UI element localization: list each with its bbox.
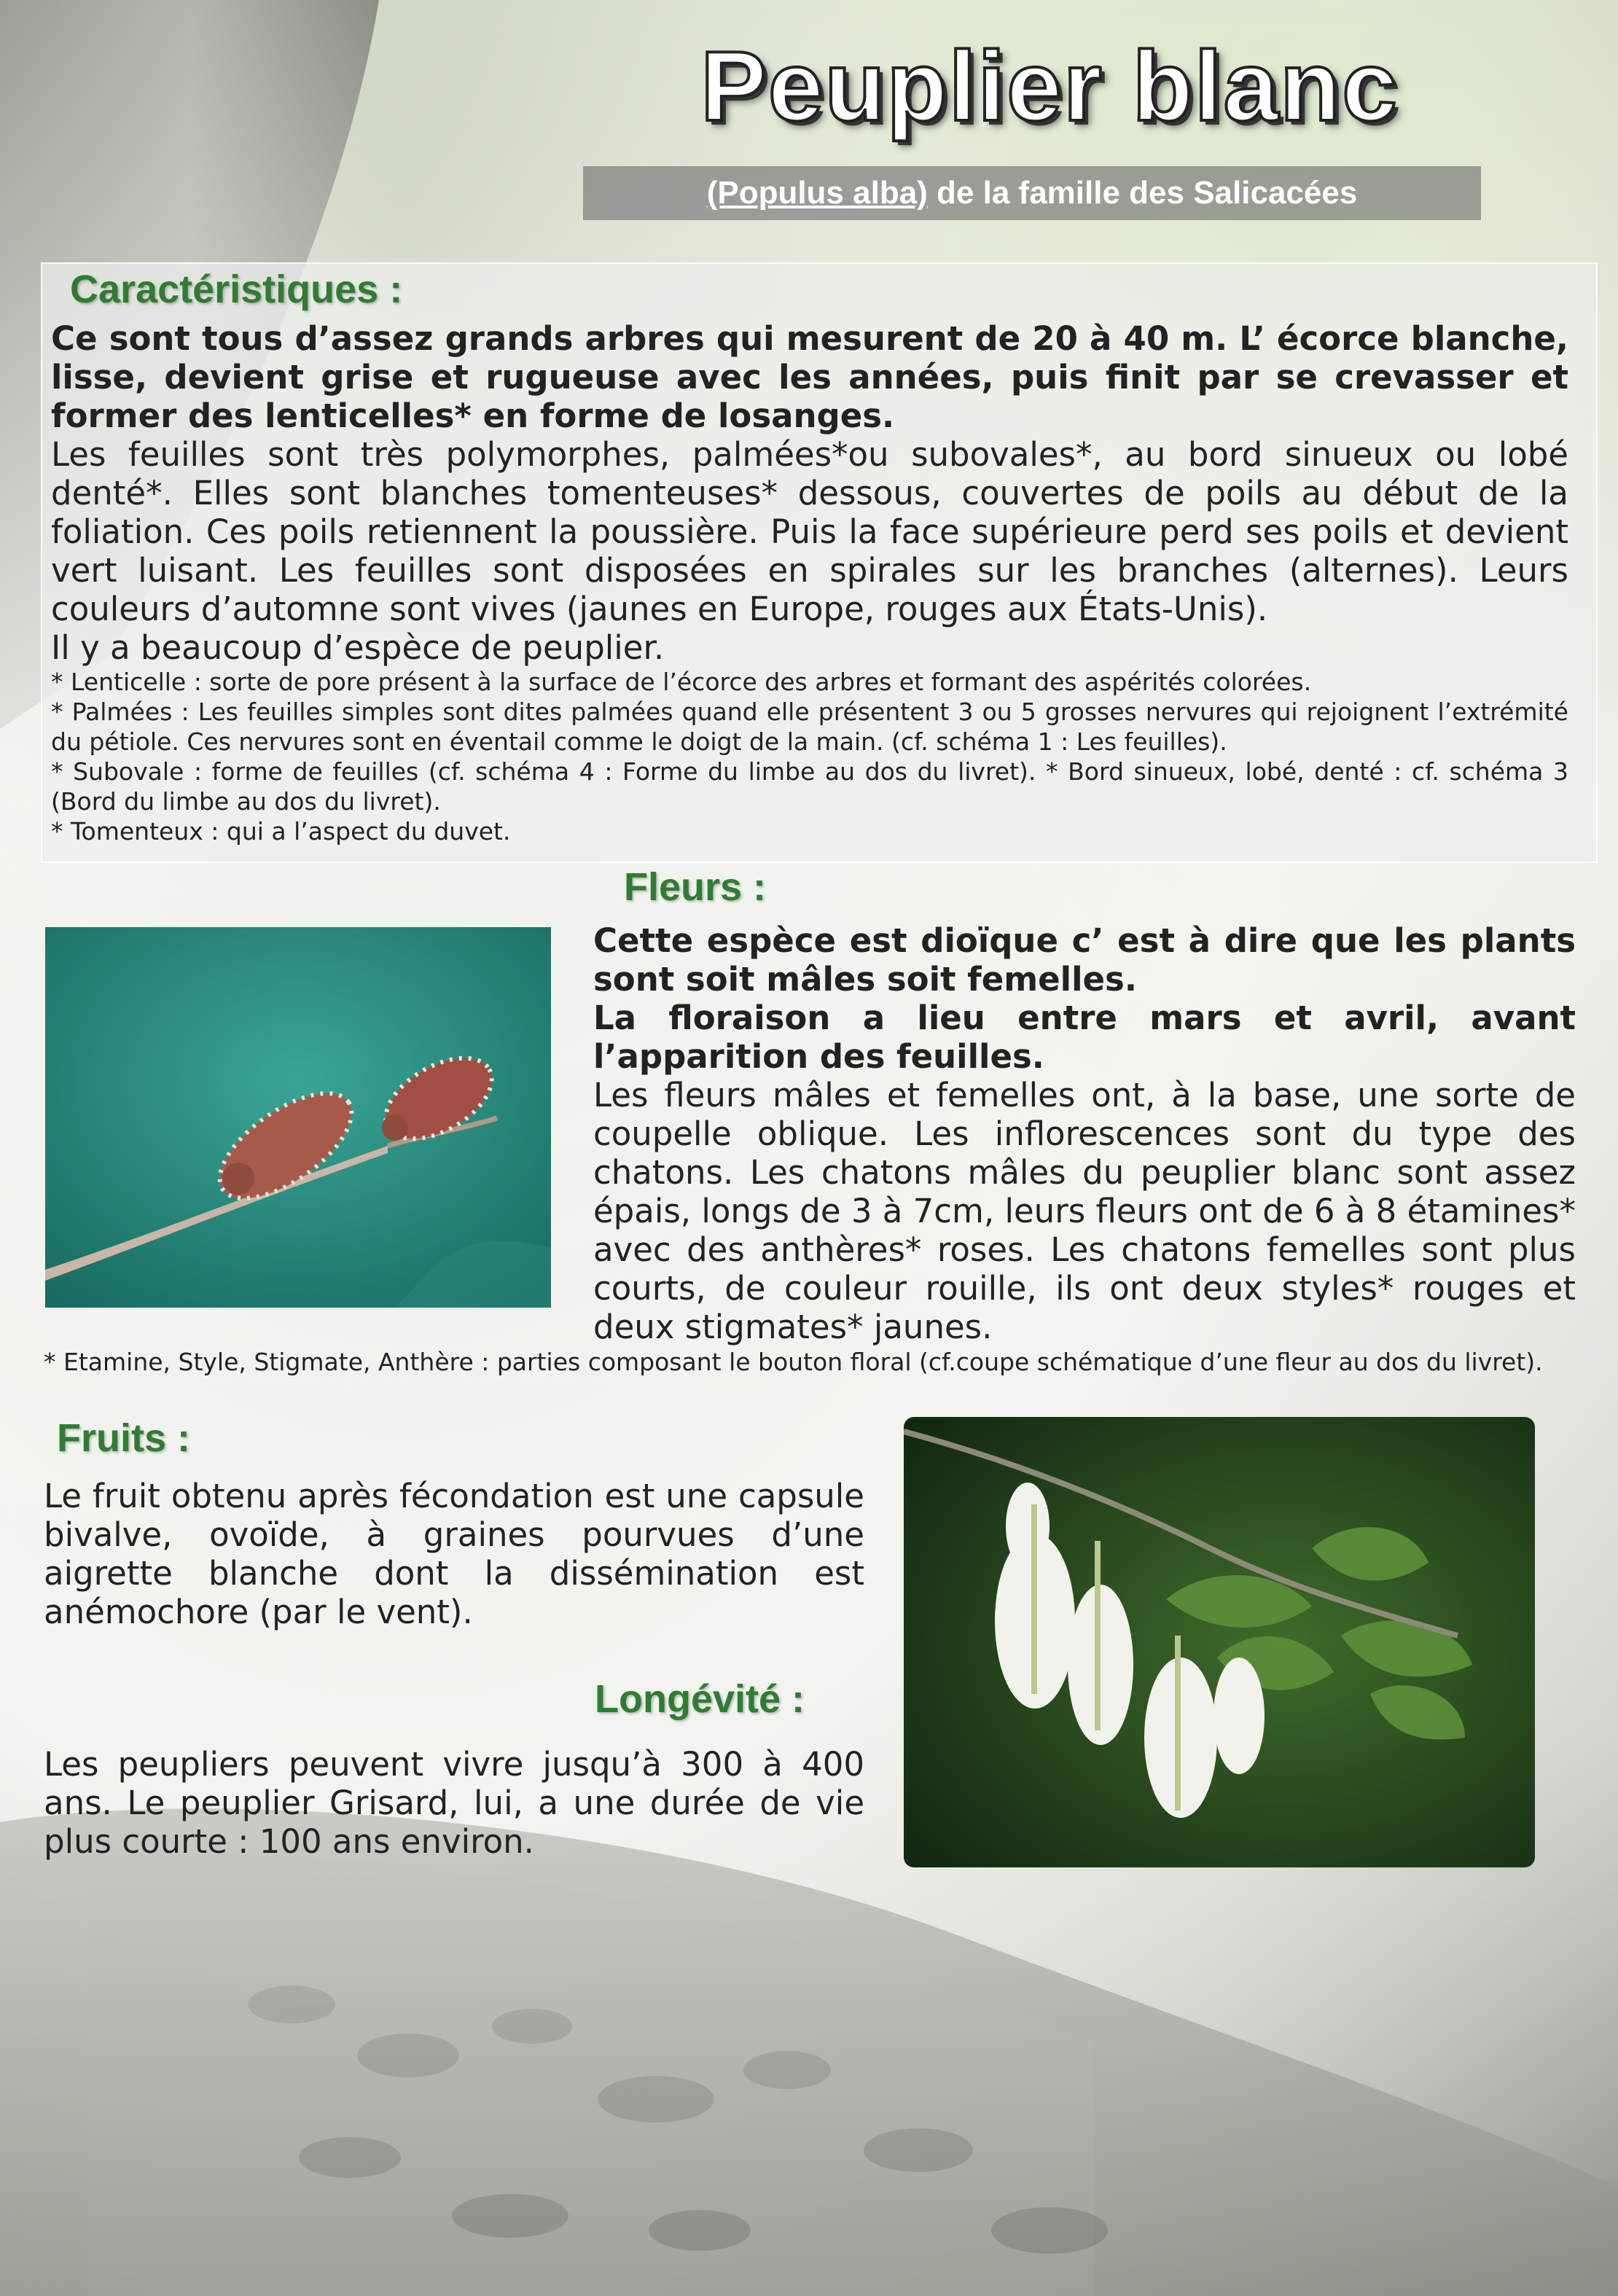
fruits-paragraph: Le fruit obtenu après fécondation est une capsule bivalve, ovoïde, à graines pourvues d’une aigrette blanche dont la dissémination est anémochore (par le vent).	[44, 1477, 864, 1631]
caracteristiques-section	[51, 319, 1568, 846]
seed-fluff-photo	[904, 1417, 1535, 1867]
page-title: Peuplier blanc	[700, 31, 1399, 141]
section-heading-caracteristiques: Caractéristiques :	[70, 268, 403, 311]
fleurs-bold-text: La floraison a lieu entre mars et avril, avant l’apparition des feuilles.	[593, 999, 1576, 1076]
footnote: * Palmées : Les feuilles simples sont dites palmées quand elle présentent 3 ou 5 grosses nervures qui rejoignent l’extrémité du pétiole. Ces nervures sont en éventail comme le doigt de la main. (cf. schéma 1 : Les feuilles).	[51, 698, 1568, 756]
subtitle-latin-name: (Populus alba)	[706, 175, 928, 211]
catkin-photo	[45, 927, 551, 1308]
section-heading-fruits: Fruits :	[57, 1416, 190, 1460]
page-subtitle	[583, 166, 1481, 220]
footnote: * Subovale : forme de feuilles (cf. schéma 4 : Forme du limbe au dos du livret). * Bord sinueux, lobé, denté : cf. schéma 3 (Bord du limbe au dos du livret).	[51, 757, 1568, 816]
caracteristiques-extra: Il y a beaucoup d’espèce de peuplier.	[51, 628, 665, 667]
fleurs-bold-text: Cette espèce est dioïque c’ est à dire que les plants sont soit mâles soit femelles.	[593, 921, 1576, 999]
caracteristiques-bold-text: Ce sont tous d’assez grands arbres qui mesurent de 20 à 40 m. L’ écorce blanche, lisse, devient grise et rugueuse avec les années, puis finit par se crevasser et former des lenticelles* en forme de losanges.	[51, 319, 1568, 435]
footnote: * Lenticelle : sorte de pore présent à la surface de l’écorce des arbres et formant des aspérités colorées.	[51, 668, 1312, 696]
caracteristiques-paragraph: Les feuilles sont très polymorphes, palmées*ou subovales*, au bord sinueux ou lobé denté*. Elles sont blanches tomenteuses* dessous, couvertes de poils au début de la foliation. Ces poils retiennent la poussière. Puis la face supérieure perd ses poils et devient vert luisant. Les feuilles sont disposées en spirales sur les branches (alternes). Leurs couleurs d’automne sont vives (jaunes en Europe, rouges aux États-Unis).	[51, 435, 1568, 628]
subtitle-family: de la famille des Salicacées	[927, 175, 1358, 211]
fleurs-section	[593, 921, 1576, 1346]
footnote: * Tomenteux : qui a l’aspect du duvet.	[51, 817, 511, 846]
fleurs-paragraph: Les fleurs mâles et femelles ont, à la base, une sorte de coupelle oblique. Les inflorescences sont du type des chatons. Les chatons mâles du peuplier blanc sont assez épais, longs de 3 à 7cm, leurs fleurs ont de 6 à 8 étamines* avec des anthères* roses. Les chatons femelles sont plus courts, de couleur rouille, ils ont deux styles* rouges et deux stigmates* jaunes.	[593, 1076, 1576, 1346]
fleurs-footnote: * Etamine, Style, Stigmate, Anthère : parties composant le bouton floral (cf.coupe schématique d’une fleur au dos du livret).	[44, 1348, 1543, 1376]
section-heading-fleurs: Fleurs :	[624, 865, 767, 909]
section-heading-longevite: Longévité :	[595, 1677, 805, 1721]
longevite-paragraph: Les peupliers peuvent vivre jusqu’à 300 à 400 ans. Le peuplier Grisard, lui, a une durée de vie plus courte : 100 ans environ.	[44, 1745, 864, 1861]
